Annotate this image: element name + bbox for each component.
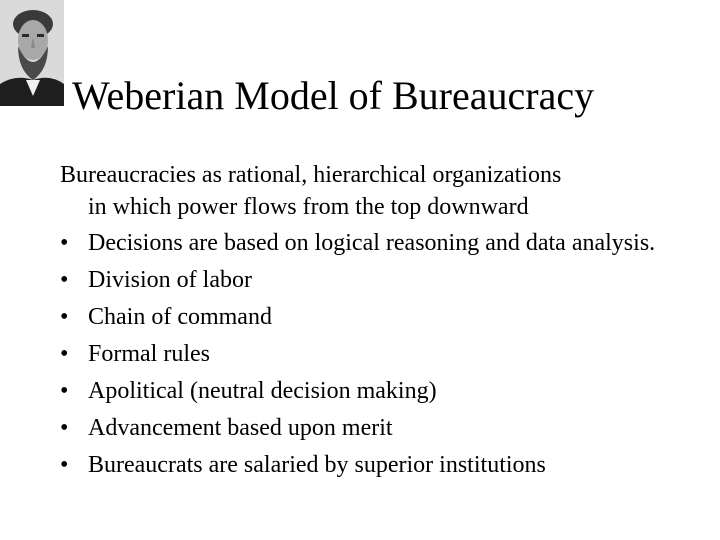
list-item	[60, 375, 700, 407]
bullet-text: Division of labor	[88, 267, 252, 293]
bullet-text: Bureaucrats are salaried by superior institutions	[88, 452, 546, 478]
bullet-icon: •	[60, 415, 69, 441]
intro-line-2: in which power flows from the top downward	[88, 194, 529, 220]
bullet-text: Chain of command	[88, 304, 272, 330]
bullet-text: Apolitical (neutral decision making)	[88, 378, 437, 404]
bullet-text: Advancement based upon merit	[88, 415, 393, 441]
bullet-icon: •	[60, 230, 69, 256]
intro-line-1: Bureaucracies as rational, hierarchical organizations	[60, 162, 562, 188]
intro-text	[60, 159, 680, 223]
bullet-icon: •	[60, 267, 69, 293]
list-item	[60, 227, 700, 259]
bullet-text: Decisions are based on logical reasoning and data analysis.	[88, 230, 656, 256]
bullet-icon: •	[60, 341, 69, 367]
bullet-icon: •	[60, 452, 69, 478]
list-item	[60, 301, 700, 333]
bullet-icon: •	[60, 378, 69, 404]
list-item	[60, 338, 700, 370]
portrait-photo-icon	[0, 0, 64, 106]
bullet-text: Formal rules	[88, 341, 210, 367]
bullet-list	[60, 227, 700, 486]
list-item	[60, 412, 700, 444]
slide-title: Weberian Model of Bureaucracy	[72, 73, 595, 118]
list-item	[60, 449, 700, 481]
bullet-icon: •	[60, 304, 69, 330]
list-item	[60, 264, 700, 296]
